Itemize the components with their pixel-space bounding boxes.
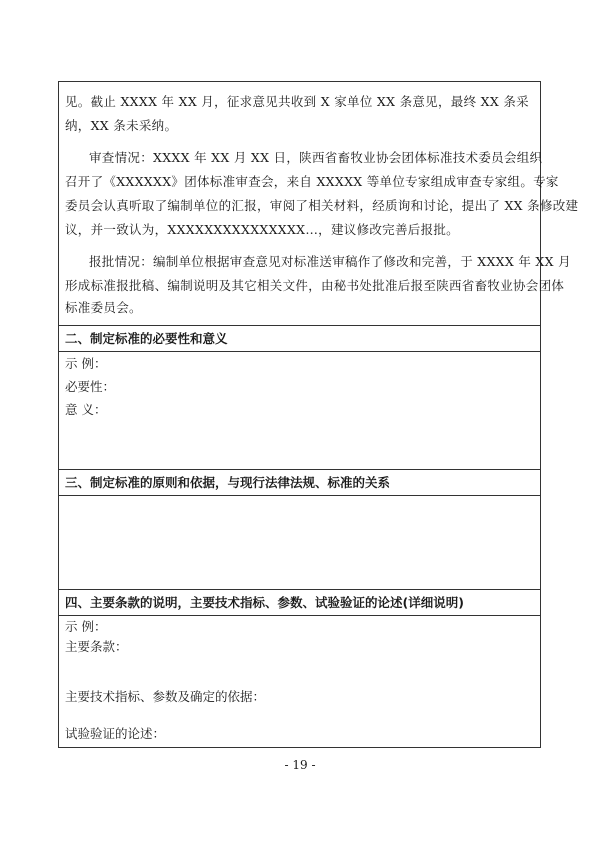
consultation-section — [59, 82, 579, 325]
principles-heading: 三、制定标准的原则和依据，与现行法律法规、标准的关系 — [65, 475, 391, 490]
principles-heading-row — [59, 469, 540, 495]
review-line-1: 审查情况：XXXX 年 XX 月 XX 日，陕西省畜牧业协会团体标准技术委员会组织 — [89, 150, 543, 165]
necessity-heading-row — [59, 325, 540, 351]
main-clauses-label: 主要条款： — [65, 639, 128, 654]
clauses-example-label: 示 例： — [65, 619, 107, 634]
approval-line-3: 标准委员会。 — [65, 300, 142, 315]
consultation-line-1: 见。截止 XXXX 年 XX 月，征求意见共收到 X 家单位 XX 条意见，最终 XX 条采 — [65, 94, 529, 109]
necessity-heading: 二、制定标准的必要性和意义 — [65, 331, 228, 346]
review-line-2: 召开了《XXXXXX》团体标准审查会，来自 XXXXX 等单位专家组成审查专家组。专家 — [65, 174, 559, 189]
example-label: 示 例： — [65, 356, 107, 371]
principles-body — [59, 495, 540, 589]
clauses-heading-row — [59, 589, 540, 615]
form-table — [58, 81, 579, 748]
review-line-4: 议，并一致认为，XXXXXXXXXXXXXXX…，建议修改完善后报批。 — [65, 222, 459, 237]
approval-line-1: 报批情况：编制单位根据审查意见对标准送审稿作了修改和完善，于 XXXX 年 XX 月 — [89, 254, 571, 269]
indicators-label: 主要技术指标、参数及确定的依据： — [65, 689, 266, 704]
page-number: - 19 - — [284, 758, 316, 772]
review-line-3: 委员会认真听取了编制单位的汇报，审阅了相关材料，经质询和讨论，提出了 XX 条修改建 — [65, 198, 579, 213]
verification-label: 试验验证的论述： — [65, 726, 166, 741]
consultation-line-2: 纳，XX 条未采纳。 — [65, 118, 178, 133]
clauses-heading: 四、主要条款的说明，主要技术指标、参数、试验验证的论述(详细说明) — [65, 595, 464, 610]
necessity-body — [59, 351, 540, 469]
clauses-body — [59, 615, 540, 747]
approval-line-2: 形成标准报批稿、编制说明及其它相关文件，由秘书处批准后报至陕西省畜牧业协会团体 — [65, 278, 565, 293]
significance-label: 意 义： — [65, 402, 107, 417]
necessity-label: 必要性： — [65, 379, 116, 394]
